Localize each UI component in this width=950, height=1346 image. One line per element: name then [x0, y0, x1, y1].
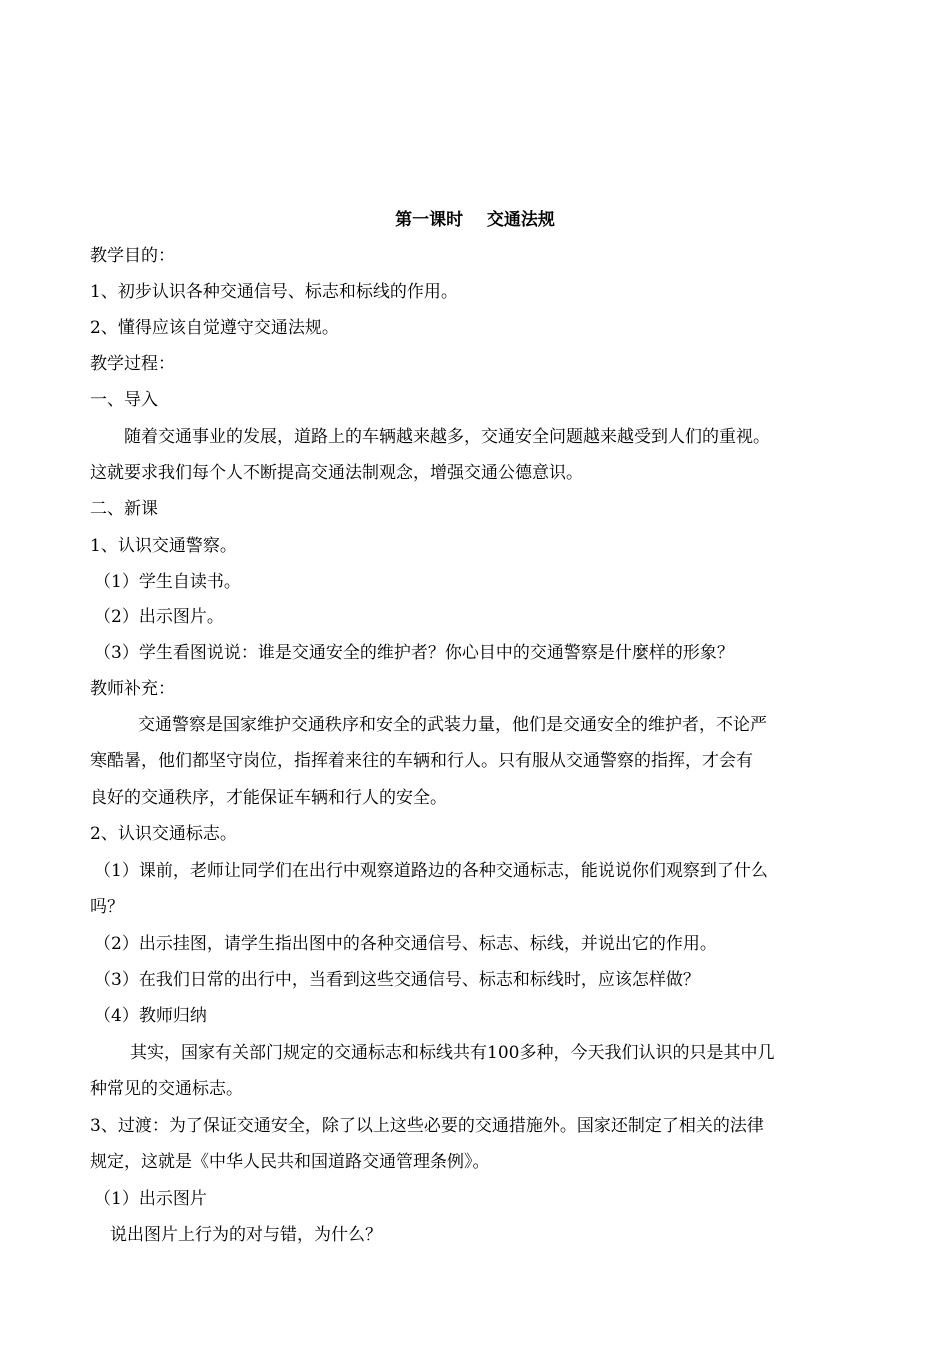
paragraph-line: 良好的交通秩序，才能保证车辆和行人的安全。	[90, 788, 447, 808]
paragraph-line: 其实，国家有关部门规定的交通标志和标线共有100多种，今天我们认识的只是其中几	[130, 1043, 775, 1063]
list-item: （4）教师归纳	[94, 1006, 207, 1026]
heading-teaching-goals: 教学目的：	[90, 246, 175, 266]
paragraph-line: 种常见的交通标志。	[90, 1079, 243, 1099]
paragraph-line: 随着交通事业的发展，道路上的车辆越来越多，交通安全问题越来越受到人们的重视。	[124, 427, 770, 447]
paragraph-line: 规定，这就是《中华人民共和国道路交通管理条例》。	[90, 1152, 490, 1172]
paragraph-line: 这就要求我们每个人不断提高交通法制观念，增强交通公德意识。	[90, 463, 583, 483]
paragraph-line: 寒酷暑，他们都坚守岗位，指挥着来往的车辆和行人。只有服从交通警察的指挥，才会有	[90, 751, 753, 771]
list-item: （3）学生看图说说：谁是交通安全的维护者？你心目中的交通警察是什麼样的形象？	[94, 643, 734, 663]
goal-item-1: 1、初步认识各种交通信号、标志和标线的作用。	[90, 282, 458, 302]
teacher-supplement-heading: 教师补充：	[90, 679, 175, 699]
paragraph-line: 交通警察是国家维护交通秩序和安全的武装力量，他们是交通安全的维护者，不论严	[138, 715, 767, 735]
subsection-traffic-signs: 2、认识交通标志。	[90, 824, 237, 844]
list-item: （2）出示挂图，请学生指出图中的各种交通信号、标志、标线，并说出它的作用。	[94, 934, 717, 954]
list-item: （3）在我们日常的出行中，当看到这些交通信号、标志和标线时，应该怎样做？	[94, 970, 700, 990]
subsection-traffic-police: 1、认识交通警察。	[90, 536, 237, 556]
section-intro: 一、导入	[90, 390, 158, 410]
subsection-transition: 3、过渡：为了保证交通安全，除了以上这些必要的交通措施外。国家还制定了相关的法律	[90, 1116, 764, 1136]
list-item: （1）学生自读书。	[94, 572, 241, 592]
list-item: （2）出示图片。	[94, 607, 224, 627]
lesson-title: 第一课时 交通法规	[395, 210, 555, 230]
paragraph-line: 说出图片上行为的对与错，为什么？	[110, 1225, 382, 1245]
heading-teaching-process: 教学过程：	[90, 354, 175, 374]
list-item-continued: 吗？	[90, 897, 124, 917]
list-item: （1）课前，老师让同学们在出行中观察道路边的各种交通标志，能说说你们观察到了什么	[94, 861, 768, 881]
list-item: （1）出示图片	[94, 1189, 207, 1209]
section-new-lesson: 二、新课	[90, 499, 158, 519]
goal-item-2: 2、懂得应该自觉遵守交通法规。	[90, 318, 339, 338]
